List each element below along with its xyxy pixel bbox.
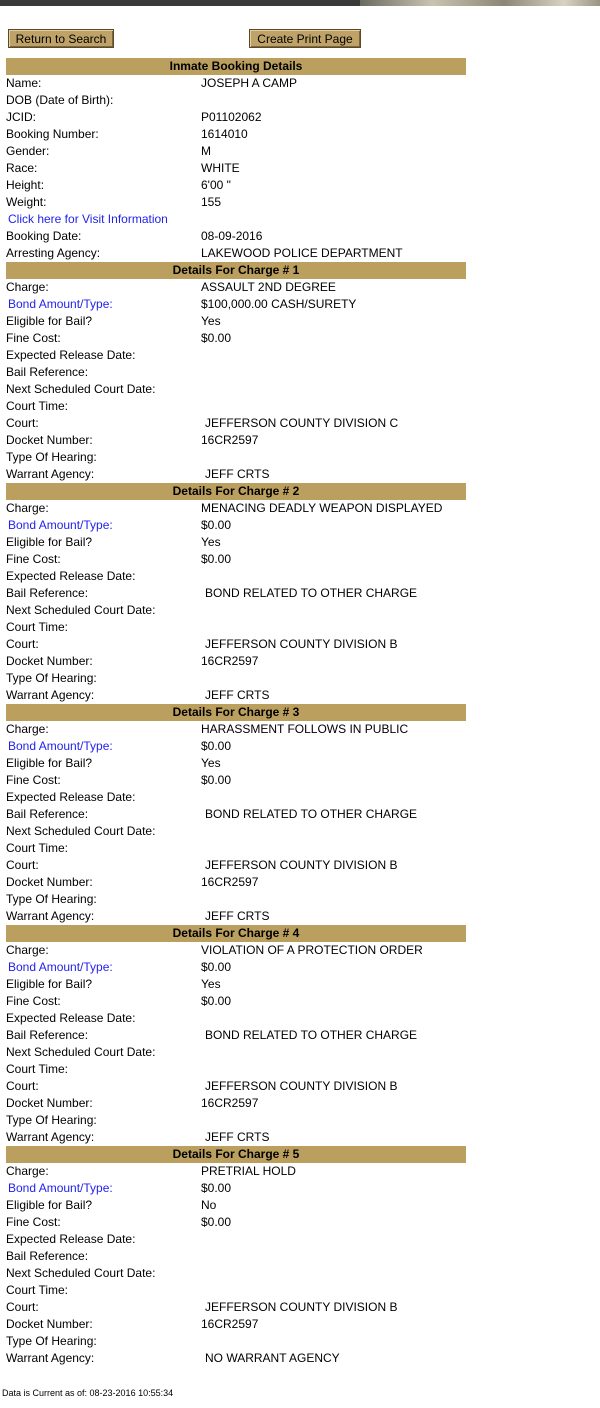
charge-field-warrant-label: Warrant Agency: <box>6 1130 95 1144</box>
charge-field-warrant-value: JEFF CRTS <box>205 1130 270 1144</box>
charge-field-bail-ref-label: Bail Reference: <box>6 586 89 600</box>
charge-field-fine <box>6 772 466 789</box>
charge-field-fine-label: Fine Cost: <box>6 331 61 345</box>
charge-field-warrant-label: Warrant Agency: <box>6 688 95 702</box>
charge-field-eligible <box>6 976 466 993</box>
booking-field-value: P01102062 <box>201 110 262 124</box>
booking-field-label: Booking Number: <box>6 127 99 141</box>
charge-field-bond-label[interactable]: Bond Amount/Type: <box>8 1181 113 1195</box>
charge-field-eligible <box>6 313 466 330</box>
charge-field-fine <box>6 330 466 347</box>
charge-field-court-time <box>6 398 466 415</box>
booking-field <box>6 109 466 126</box>
charge-field-court <box>6 636 466 653</box>
charge-field-hearing <box>6 1112 466 1129</box>
charge-field-charge <box>6 279 466 296</box>
charge-field-bond <box>6 738 466 755</box>
booking-field <box>6 228 466 245</box>
charge-field-bail-ref-value: BOND RELATED TO OTHER CHARGE <box>205 586 418 600</box>
charge-field-charge-value: PRETRIAL HOLD <box>201 1164 296 1178</box>
charge-field-warrant-label: Warrant Agency: <box>6 909 95 923</box>
charge-field-fine <box>6 551 466 568</box>
charge-field-docket <box>6 1316 466 1333</box>
charge-field-warrant <box>6 1350 466 1367</box>
charge-field-docket <box>6 432 466 449</box>
booking-field-value: M <box>201 144 211 158</box>
charge-field-court-value: JEFFERSON COUNTY DIVISION C <box>205 416 399 430</box>
top-banner-image <box>360 0 600 6</box>
charge-field-eligible <box>6 1197 466 1214</box>
charge-field-bail-ref <box>6 806 466 823</box>
charge-field-eligible-label: Eligible for Bail? <box>6 1198 93 1212</box>
charge-field-release <box>6 1231 466 1248</box>
booking-field <box>6 177 466 194</box>
charge-field-court-time <box>6 1061 466 1078</box>
charge-field-court <box>6 857 466 874</box>
charge-field-release-label: Expected Release Date: <box>6 790 136 804</box>
charge-field-court-time-label: Court Time: <box>6 841 69 855</box>
charge-field-warrant <box>6 1129 466 1146</box>
booking-field-value: 6'00 " <box>201 178 231 192</box>
charge-field-eligible-value: Yes <box>201 756 221 770</box>
booking-field <box>6 75 466 92</box>
booking-field-label: Race: <box>6 161 38 175</box>
booking-field <box>6 126 466 143</box>
charge-field-docket-label: Docket Number: <box>6 1096 93 1110</box>
charge-field-bond-label[interactable]: Bond Amount/Type: <box>8 960 113 974</box>
charge-field-docket-value: 16CR2597 <box>201 875 259 889</box>
visit-information-link-label[interactable]: Click here for Visit Information <box>8 212 168 226</box>
charge-field-charge-value: VIOLATION OF A PROTECTION ORDER <box>201 943 423 957</box>
booking-field <box>6 92 466 109</box>
booking-field-value: LAKEWOOD POLICE DEPARTMENT <box>201 246 403 260</box>
charge-field-docket <box>6 653 466 670</box>
charge-field-next-court <box>6 823 466 840</box>
charge-field-bail-ref-label: Bail Reference: <box>6 365 89 379</box>
charge-header: Details For Charge # 1 <box>6 262 466 279</box>
charge-field-fine-label: Fine Cost: <box>6 773 61 787</box>
charge-field-next-court-label: Next Scheduled Court Date: <box>6 824 156 838</box>
charge-field-charge <box>6 942 466 959</box>
charge-field-warrant-value: JEFF CRTS <box>205 467 270 481</box>
charge-field-bail-ref-label: Bail Reference: <box>6 1028 89 1042</box>
charge-field-warrant-label: Warrant Agency: <box>6 467 95 481</box>
charge-field-court-time-label: Court Time: <box>6 620 69 634</box>
charge-field-hearing-label: Type Of Hearing: <box>6 450 97 464</box>
charge-field-next-court <box>6 381 466 398</box>
charge-field-bond-value: $0.00 <box>201 1181 232 1195</box>
charge-field-eligible-value: Yes <box>201 977 221 991</box>
top-banner <box>0 0 600 6</box>
booking-field-label: Arresting Agency: <box>6 246 101 260</box>
create-print-page-button[interactable]: Create Print Page <box>249 29 361 48</box>
charge-field-docket <box>6 1095 466 1112</box>
charge-field-bond-value: $0.00 <box>201 960 232 974</box>
charge-field-court-value: JEFFERSON COUNTY DIVISION B <box>205 637 398 651</box>
charge-field-docket-label: Docket Number: <box>6 1317 93 1331</box>
charge-field-court-value: JEFFERSON COUNTY DIVISION B <box>205 1300 398 1314</box>
charge-field-release <box>6 347 466 364</box>
booking-field-value: 155 <box>201 195 222 209</box>
charge-field-release <box>6 1010 466 1027</box>
charge-field-bail-ref-label: Bail Reference: <box>6 1249 89 1263</box>
charge-field-next-court <box>6 1044 466 1061</box>
charge-field-hearing <box>6 891 466 908</box>
charge-field-charge-label: Charge: <box>6 501 49 515</box>
booking-field <box>6 160 466 177</box>
charge-field-next-court-label: Next Scheduled Court Date: <box>6 1045 156 1059</box>
charge-field-bond-value: $0.00 <box>201 518 232 532</box>
charge-field-charge-label: Charge: <box>6 943 49 957</box>
charge-field-docket-label: Docket Number: <box>6 433 93 447</box>
booking-field <box>6 245 466 262</box>
booking-field-label: JCID: <box>6 110 36 124</box>
charge-field-eligible <box>6 534 466 551</box>
booking-field <box>6 143 466 160</box>
return-to-search-button[interactable]: Return to Search <box>8 29 114 48</box>
charge-field-release-label: Expected Release Date: <box>6 1011 136 1025</box>
charge-field-next-court-label: Next Scheduled Court Date: <box>6 603 156 617</box>
charge-field-warrant <box>6 687 466 704</box>
charge-field-charge-value: HARASSMENT FOLLOWS IN PUBLIC <box>201 722 409 736</box>
booking-field-label: Booking Date: <box>6 229 82 243</box>
charge-field-bond <box>6 1180 466 1197</box>
charge-field-release <box>6 568 466 585</box>
charge-field-charge-value: ASSAULT 2ND DEGREE <box>201 280 336 294</box>
charge-field-charge <box>6 500 466 517</box>
charge-field-court-time-label: Court Time: <box>6 1283 69 1297</box>
charge-field-hearing-label: Type Of Hearing: <box>6 892 97 906</box>
charge-field-court-time <box>6 619 466 636</box>
charge-field-court-label: Court: <box>6 858 39 872</box>
charge-field-fine-value: $0.00 <box>201 331 232 345</box>
charge-field-charge-label: Charge: <box>6 1164 49 1178</box>
charge-field-eligible-value: Yes <box>201 314 221 328</box>
charge-field-bond-label[interactable]: Bond Amount/Type: <box>8 297 113 311</box>
booking-field-label: DOB (Date of Birth): <box>6 93 114 107</box>
charge-field-release-label: Expected Release Date: <box>6 1232 136 1246</box>
charge-field-charge-label: Charge: <box>6 722 49 736</box>
charge-field-court-time <box>6 840 466 857</box>
charge-field-court-time <box>6 1282 466 1299</box>
charge-field-bail-ref <box>6 1027 466 1044</box>
charge-field-eligible-value: No <box>201 1198 217 1212</box>
charge-field-bail-ref-value: BOND RELATED TO OTHER CHARGE <box>205 1028 418 1042</box>
charge-field-hearing <box>6 670 466 687</box>
charge-field-bond-value: $100,000.00 CASH/SURETY <box>201 297 357 311</box>
top-banner-dark <box>0 0 360 6</box>
booking-field-value: 08-09-2016 <box>201 229 263 243</box>
charge-field-charge-label: Charge: <box>6 280 49 294</box>
charge-field-warrant-value: JEFF CRTS <box>205 688 270 702</box>
charge-field-charge-value: MENACING DEADLY WEAPON DISPLAYED <box>201 501 443 515</box>
charge-field-warrant-value: JEFF CRTS <box>205 909 270 923</box>
charge-field-bail-ref <box>6 1248 466 1265</box>
charge-field-next-court <box>6 1265 466 1282</box>
charge-field-fine <box>6 993 466 1010</box>
charge-header: Details For Charge # 3 <box>6 704 466 721</box>
charge-field-docket-value: 16CR2597 <box>201 654 259 668</box>
charge-field-court-value: JEFFERSON COUNTY DIVISION B <box>205 858 398 872</box>
charge-field-docket-label: Docket Number: <box>6 654 93 668</box>
charge-field-fine-label: Fine Cost: <box>6 1215 61 1229</box>
charge-field-bail-ref <box>6 364 466 381</box>
charge-field-fine <box>6 1214 466 1231</box>
charge-field-charge <box>6 721 466 738</box>
charge-field-court-time-label: Court Time: <box>6 1062 69 1076</box>
booking-field-value: JOSEPH A CAMP <box>201 76 298 90</box>
charge-header: Details For Charge # 2 <box>6 483 466 500</box>
charge-field-eligible-label: Eligible for Bail? <box>6 977 93 991</box>
charge-field-fine-value: $0.00 <box>201 552 232 566</box>
charge-field-court-label: Court: <box>6 1300 39 1314</box>
charge-field-court-value: JEFFERSON COUNTY DIVISION B <box>205 1079 398 1093</box>
charge-field-hearing-label: Type Of Hearing: <box>6 1113 97 1127</box>
charge-field-eligible-value: Yes <box>201 535 221 549</box>
charge-field-court-label: Court: <box>6 1079 39 1093</box>
charge-field-docket-value: 16CR2597 <box>201 1096 259 1110</box>
charge-field-court-time-label: Court Time: <box>6 399 69 413</box>
charge-field-fine-label: Fine Cost: <box>6 994 61 1008</box>
charge-field-bond-value: $0.00 <box>201 739 232 753</box>
booking-field-value: 1614010 <box>201 127 248 141</box>
charge-header: Details For Charge # 5 <box>6 1146 466 1163</box>
charge-field-hearing <box>6 1333 466 1350</box>
charge-field-bail-ref-value: BOND RELATED TO OTHER CHARGE <box>205 807 418 821</box>
charge-field-bail-ref-label: Bail Reference: <box>6 807 89 821</box>
charge-field-hearing-label: Type Of Hearing: <box>6 1334 97 1348</box>
charge-field-docket-value: 16CR2597 <box>201 433 259 447</box>
booking-field-label: Weight: <box>6 195 47 209</box>
booking-field-label: Gender: <box>6 144 50 158</box>
charge-field-eligible-label: Eligible for Bail? <box>6 314 93 328</box>
charge-field-fine-value: $0.00 <box>201 1215 232 1229</box>
charge-field-release-label: Expected Release Date: <box>6 348 136 362</box>
charge-field-court <box>6 415 466 432</box>
charge-field-docket <box>6 874 466 891</box>
charge-field-next-court-label: Next Scheduled Court Date: <box>6 382 156 396</box>
charge-field-release <box>6 789 466 806</box>
charge-field-eligible-label: Eligible for Bail? <box>6 756 93 770</box>
charge-field-bail-ref <box>6 585 466 602</box>
charge-field-hearing <box>6 449 466 466</box>
booking-field-label: Height: <box>6 178 45 192</box>
charge-field-bond-label[interactable]: Bond Amount/Type: <box>8 518 113 532</box>
charge-field-warrant-label: Warrant Agency: <box>6 1351 95 1365</box>
charge-field-hearing-label: Type Of Hearing: <box>6 671 97 685</box>
data-current-footer: Data is Current as of: 08-23-2016 10:55:34 <box>2 1388 174 1398</box>
charge-field-court-label: Court: <box>6 416 39 430</box>
visit-information-link <box>6 211 466 228</box>
booking-field-label: Name: <box>6 76 42 90</box>
charge-field-eligible-label: Eligible for Bail? <box>6 535 93 549</box>
charge-field-release-label: Expected Release Date: <box>6 569 136 583</box>
charge-field-court-label: Court: <box>6 637 39 651</box>
booking-details-header: Inmate Booking Details <box>6 58 466 75</box>
charge-field-court <box>6 1299 466 1316</box>
charge-field-bond-label[interactable]: Bond Amount/Type: <box>8 739 113 753</box>
charge-field-bond <box>6 517 466 534</box>
charge-field-charge <box>6 1163 466 1180</box>
charge-field-bond <box>6 296 466 313</box>
charge-field-warrant <box>6 908 466 925</box>
booking-field-value: WHITE <box>201 161 240 175</box>
charge-field-fine-value: $0.00 <box>201 773 232 787</box>
booking-field <box>6 194 466 211</box>
charge-field-docket-value: 16CR2597 <box>201 1317 259 1331</box>
charge-field-court <box>6 1078 466 1095</box>
charge-field-warrant-value: NO WARRANT AGENCY <box>205 1351 340 1365</box>
booking-details-table <box>6 58 466 1367</box>
charge-header: Details For Charge # 4 <box>6 925 466 942</box>
charge-field-warrant <box>6 466 466 483</box>
charge-field-eligible <box>6 755 466 772</box>
charge-field-bond <box>6 959 466 976</box>
charge-field-fine-label: Fine Cost: <box>6 552 61 566</box>
charge-field-next-court-label: Next Scheduled Court Date: <box>6 1266 156 1280</box>
charge-field-docket-label: Docket Number: <box>6 875 93 889</box>
charge-field-fine-value: $0.00 <box>201 994 232 1008</box>
charge-field-next-court <box>6 602 466 619</box>
